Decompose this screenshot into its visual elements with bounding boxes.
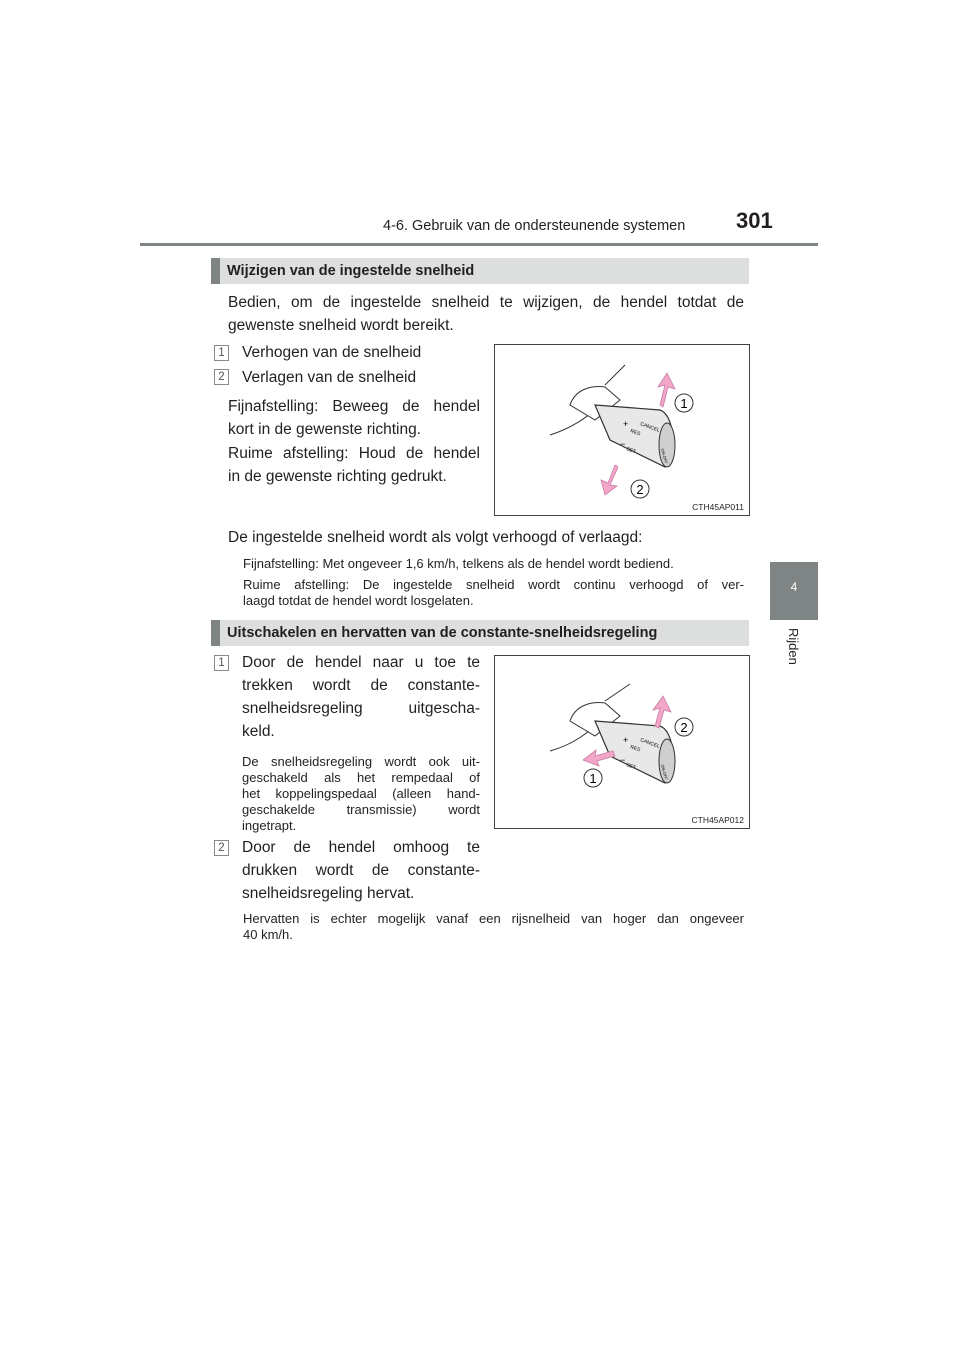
cancel-note-line-2: geschakeld als het rempedaal of xyxy=(242,770,480,785)
resume-note-line-2: 40 km/h. xyxy=(243,927,293,942)
fine-adjust-line-1: Fijnafstelling: Beweeg de hendel xyxy=(228,398,480,415)
callout-1: 1 xyxy=(680,396,688,411)
header-divider xyxy=(140,243,818,246)
cancel-note-line-3: het koppelingspedaal (alleen hand- xyxy=(242,786,480,801)
lever-illustration xyxy=(495,656,751,830)
callout-2: 2 xyxy=(636,482,644,497)
section-heading-cancel-resume: Uitschakelen en hervatten van de constante-snelheidsregeling xyxy=(211,620,749,646)
cancel-note-line-1: De snelheidsregeling wordt ook uit- xyxy=(242,754,480,769)
fine-adjust-note: Fijnafstelling: Met ongeveer 1,6 km/h, telkens als de hendel wordt bediend. xyxy=(243,556,674,571)
intro-line-2: gewenste snelheid wordt bereikt. xyxy=(228,317,454,334)
header-section-title: 4-6. Gebruik van de ondersteunende systemen xyxy=(383,218,686,234)
lever-minus-label: − xyxy=(620,755,626,765)
lever-minus-label: − xyxy=(620,439,626,449)
cancel-text-line-2: trekken wordt de constante- xyxy=(242,677,480,694)
adjust-description: De ingestelde snelheid wordt als volgt verhoogd of verlaagd: xyxy=(228,529,643,546)
item-decrease-speed: Verlagen van de snelheid xyxy=(242,369,417,386)
lever-cancel-label: CANCEL xyxy=(639,421,661,434)
figure-caption: CTH45AP011 xyxy=(692,502,744,512)
item-number-badge: 1 xyxy=(214,345,229,361)
lever-res-label: RES xyxy=(629,744,642,754)
cancel-note-line-4: geschakelde transmissie) wordt xyxy=(242,802,480,817)
lever-illustration xyxy=(495,345,751,517)
lever-plus-label: + xyxy=(623,735,629,745)
arrow-up-icon xyxy=(658,373,675,407)
resume-text-line-1: Door de hendel omhoog te xyxy=(242,839,480,856)
cancel-note-line-5: ingetrapt. xyxy=(242,818,297,833)
resume-text-line-2: drukken wordt de constante- xyxy=(242,862,480,879)
lever-cancel-label: CANCEL xyxy=(639,737,661,750)
callout-2: 2 xyxy=(680,720,688,735)
callout-1: 1 xyxy=(589,771,597,786)
coarse-adjust-note-line-2: laagd totdat de hendel wordt losgelaten. xyxy=(243,593,474,608)
fine-adjust-line-2: kort in de gewenste richting. xyxy=(228,421,421,438)
item-number-badge: 2 xyxy=(214,840,229,856)
lever-set-label: SET xyxy=(625,446,637,456)
page-number: 301 xyxy=(736,208,773,233)
cancel-text-line-1: Door de hendel naar u toe te xyxy=(242,654,480,671)
item-increase-speed: Verhogen van de snelheid xyxy=(242,344,422,361)
coarse-adjust-line-2: in de gewenste richting gedrukt. xyxy=(228,468,447,485)
coarse-adjust-note-line-1: Ruime afstelling: De ingestelde snelheid wordt continu verhoogd of ver- xyxy=(243,577,744,592)
lever-res-label: RES xyxy=(629,428,642,438)
chapter-label: Rijden xyxy=(786,628,801,665)
figure-lever-speed-change xyxy=(494,344,750,516)
arrow-down-icon xyxy=(601,465,618,495)
coarse-adjust-line-1: Ruime afstelling: Houd de hendel xyxy=(228,445,480,462)
lever-set-label: SET xyxy=(625,762,637,772)
item-number-badge: 2 xyxy=(214,369,229,385)
lever-plus-label: + xyxy=(623,419,629,429)
lever-onoff-label: ON-OFF xyxy=(660,447,669,465)
arrow-up-icon xyxy=(653,696,671,728)
chapter-number: 4 xyxy=(790,580,798,594)
item-number-badge: 1 xyxy=(214,655,229,671)
resume-text-line-3: snelheidsregeling hervat. xyxy=(242,885,415,902)
lever-onoff-label: ON-OFF xyxy=(660,763,669,781)
figure-lever-cancel-resume xyxy=(494,655,750,829)
cancel-text-line-4: keld. xyxy=(242,723,275,740)
section-heading-change-speed: Wijzigen van de ingestelde snelheid xyxy=(211,258,749,284)
arrow-pull-icon xyxy=(583,750,615,766)
resume-note-line-1: Hervatten is echter mogelijk vanaf een rijsnelheid van hoger dan ongeveer xyxy=(243,911,744,926)
figure-caption: CTH45AP012 xyxy=(691,815,744,825)
intro-line-1: Bedien, om de ingestelde snelheid te wijzigen, de hendel totdat de xyxy=(228,294,744,311)
cancel-text-line-3: snelheidsregeling uitgescha- xyxy=(242,700,480,717)
